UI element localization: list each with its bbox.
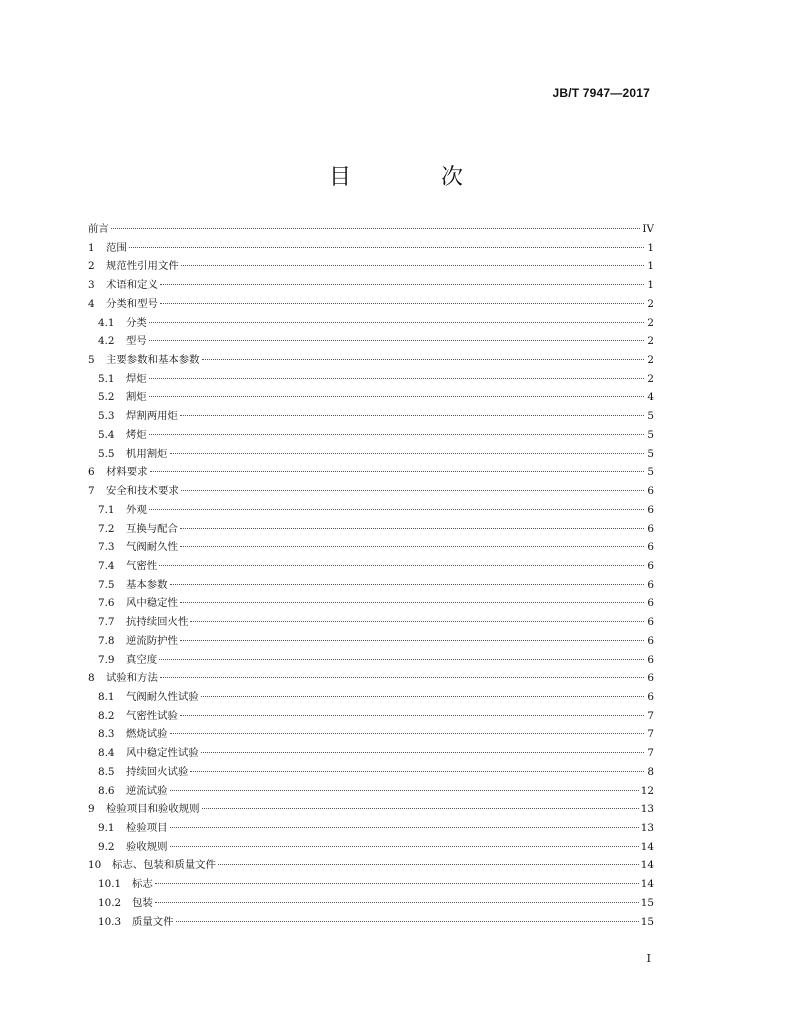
dot-leader <box>181 490 644 491</box>
toc-entry-label: 气阀耐久性试验 <box>126 690 199 703</box>
toc-entry-label: 抗持续回火性 <box>126 616 189 629</box>
toc-entry[interactable] <box>88 482 654 501</box>
toc-entry-page: 7 <box>647 709 654 722</box>
toc-entry-number: 7.2 <box>98 522 115 535</box>
page-number: I <box>646 952 651 965</box>
toc-entry[interactable] <box>88 782 654 801</box>
toc-entry-label: 规范性引用文件 <box>106 260 179 273</box>
dot-leader <box>160 677 644 678</box>
toc-entry[interactable] <box>88 651 654 670</box>
toc-entry-number: 5.4 <box>98 428 115 441</box>
toc-entry[interactable] <box>88 426 654 445</box>
dot-leader <box>159 659 644 660</box>
toc-entry[interactable] <box>88 445 654 464</box>
toc-entry[interactable] <box>88 220 654 239</box>
dot-leader <box>170 846 639 847</box>
toc-entry-label: 材料要求 <box>106 466 148 479</box>
toc-entry-page: 2 <box>647 372 654 385</box>
dot-leader <box>155 883 639 884</box>
dot-leader <box>159 565 644 566</box>
toc-entry[interactable] <box>88 875 654 894</box>
toc-entry[interactable] <box>88 819 654 838</box>
toc-entry[interactable] <box>88 538 654 557</box>
toc-entry[interactable] <box>88 351 654 370</box>
toc-entry[interactable] <box>88 669 654 688</box>
toc-entry[interactable] <box>88 257 654 276</box>
toc-entry-label: 安全和技术要求 <box>106 485 179 498</box>
toc-entry[interactable] <box>88 632 654 651</box>
toc-entry-number: 5.2 <box>98 391 115 404</box>
table-of-contents <box>88 220 654 931</box>
toc-entry[interactable] <box>88 763 654 782</box>
toc-entry-page: 6 <box>647 503 654 516</box>
toc-entry[interactable] <box>88 407 654 426</box>
toc-entry-number: 8.4 <box>98 747 115 760</box>
dot-leader <box>149 396 644 397</box>
toc-entry-label: 分类 <box>126 316 147 329</box>
toc-entry-page: 5 <box>647 428 654 441</box>
dot-leader <box>149 322 644 323</box>
dot-leader <box>218 864 639 865</box>
toc-entry-page: 2 <box>647 335 654 348</box>
toc-entry-page: 6 <box>647 690 654 703</box>
toc-entry-number: 8.2 <box>98 709 115 722</box>
toc-entry-page: 7 <box>647 728 654 741</box>
toc-entry[interactable] <box>88 332 654 351</box>
toc-entry-page: 13 <box>640 803 654 816</box>
toc-entry-number: 9.1 <box>98 822 115 834</box>
dot-leader <box>202 359 644 360</box>
dot-leader <box>170 453 644 454</box>
toc-entry-label: 逆流防护性 <box>126 634 178 647</box>
toc-entry-number: 5.1 <box>98 372 115 385</box>
toc-entry-label: 检验项目 <box>126 822 168 834</box>
toc-entry-label: 逆流试验 <box>126 784 168 797</box>
toc-entry-page: 6 <box>647 597 654 610</box>
toc-entry-label: 主要参数和基本参数 <box>106 354 200 367</box>
toc-entry[interactable] <box>88 557 654 576</box>
dot-leader <box>155 902 639 903</box>
toc-entry-label: 烤炬 <box>126 428 147 441</box>
standard-code: JB/T 7947—2017 <box>552 86 650 100</box>
toc-entry-label: 焊割两用炬 <box>126 410 178 423</box>
toc-entry-page: 1 <box>647 241 654 254</box>
toc-entry-number: 5.3 <box>98 410 115 423</box>
toc-entry-number: 7.5 <box>98 578 115 591</box>
toc-entry-label: 型号 <box>126 335 147 348</box>
toc-entry-page: 6 <box>647 485 654 498</box>
toc-entry[interactable] <box>88 276 654 295</box>
dot-leader <box>149 340 644 341</box>
dot-leader <box>180 602 644 603</box>
toc-entry-number: 10 <box>88 859 102 872</box>
toc-entry[interactable] <box>88 576 654 595</box>
toc-entry-label: 风中稳定性 <box>126 597 178 610</box>
dot-leader <box>160 284 644 285</box>
toc-entry-label: 包装 <box>132 896 153 909</box>
toc-entry-number: 10.1 <box>98 878 122 891</box>
toc-entry-page: 5 <box>647 466 654 479</box>
toc-entry-label: 互换与配合 <box>126 522 178 535</box>
toc-entry-page: 4 <box>647 391 654 404</box>
toc-entry-label: 持续回火试验 <box>126 765 189 778</box>
dot-leader <box>176 921 639 922</box>
toc-entry-number: 8.1 <box>98 690 115 703</box>
dot-leader <box>111 228 641 229</box>
dot-leader <box>150 471 644 472</box>
toc-entry[interactable] <box>88 239 654 258</box>
toc-entry-page: 14 <box>640 859 654 872</box>
toc-entry-number: 10.2 <box>98 896 122 909</box>
toc-entry-number: 9 <box>88 803 95 816</box>
toc-entry-number: 8.6 <box>98 784 115 797</box>
dot-leader <box>149 378 644 379</box>
toc-entry-page: 1 <box>647 279 654 292</box>
toc-entry-label: 验收规则 <box>126 840 168 853</box>
toc-entry-page: 5 <box>647 447 654 460</box>
dot-leader <box>170 733 644 734</box>
dot-leader <box>149 509 644 510</box>
dot-leader <box>180 415 644 416</box>
dot-leader <box>129 247 644 248</box>
toc-entry-number: 1 <box>88 241 95 254</box>
page-title: 目 次 <box>328 165 497 190</box>
toc-entry-page: 6 <box>647 522 654 535</box>
toc-entry-label: 气阀耐久性 <box>126 541 178 554</box>
toc-entry-label: 质量文件 <box>132 915 174 928</box>
toc-entry[interactable] <box>88 838 654 857</box>
toc-entry-page: 6 <box>647 653 654 666</box>
toc-entry-number: 3 <box>88 279 95 292</box>
dot-leader <box>180 640 644 641</box>
toc-entry[interactable] <box>88 388 654 407</box>
toc-entry-number: 7.3 <box>98 541 115 554</box>
toc-entry-number: 5 <box>88 354 95 367</box>
toc-entry-label: 焊炬 <box>126 372 147 385</box>
toc-entry-number: 7 <box>88 485 95 498</box>
toc-entry[interactable] <box>88 594 654 613</box>
toc-entry-page: 6 <box>647 672 654 685</box>
toc-entry[interactable] <box>88 463 654 482</box>
toc-entry[interactable] <box>88 295 654 314</box>
toc-entry-number: 8 <box>88 672 95 685</box>
toc-entry-page: 8 <box>647 765 654 778</box>
toc-entry-number: 7.4 <box>98 559 115 572</box>
toc-entry-page: 13 <box>640 822 654 834</box>
toc-entry[interactable] <box>88 707 654 726</box>
toc-entry-page: 12 <box>640 784 654 797</box>
dot-leader <box>170 827 639 828</box>
toc-entry[interactable] <box>88 725 654 744</box>
toc-entry-page: 6 <box>647 559 654 572</box>
dot-leader <box>201 752 644 753</box>
toc-entry-number: 6 <box>88 466 95 479</box>
toc-entry-label: 试验和方法 <box>106 672 158 685</box>
toc-entry-label: 机用割炬 <box>126 447 168 460</box>
toc-entry-number: 5.5 <box>98 447 115 460</box>
toc-entry-label: 真空度 <box>126 653 158 666</box>
toc-entry-page: 6 <box>647 616 654 629</box>
toc-entry-page: 2 <box>647 316 654 329</box>
toc-entry-number: 4 <box>88 297 95 310</box>
toc-entry-page: 2 <box>647 297 654 310</box>
dot-leader <box>190 771 644 772</box>
toc-entry-label: 分类和型号 <box>106 297 158 310</box>
toc-entry-label: 标志 <box>132 878 153 891</box>
toc-entry[interactable] <box>88 744 654 763</box>
dot-leader <box>180 528 644 529</box>
toc-entry[interactable] <box>88 894 654 913</box>
toc-entry[interactable] <box>88 613 654 632</box>
dot-leader <box>190 621 644 622</box>
toc-entry-number: 4.1 <box>98 316 115 329</box>
toc-entry-label: 范围 <box>106 241 127 254</box>
toc-entry-number: 4.2 <box>98 335 115 348</box>
toc-entry-label: 风中稳定性试验 <box>126 747 199 760</box>
toc-entry-label: 标志、包装和质量文件 <box>112 859 216 872</box>
toc-entry-label: 前言 <box>88 223 109 235</box>
toc-entry-label: 外观 <box>126 503 147 516</box>
dot-leader <box>170 584 644 585</box>
toc-entry-number: 9.2 <box>98 840 115 853</box>
dot-leader <box>180 546 644 547</box>
toc-entry-number: 7.7 <box>98 616 115 629</box>
toc-entry-label: 术语和定义 <box>106 279 158 292</box>
toc-entry-page: 6 <box>647 634 654 647</box>
toc-entry[interactable] <box>88 800 654 819</box>
toc-entry-number: 8.5 <box>98 765 115 778</box>
dot-leader <box>149 434 644 435</box>
toc-entry-page: 1 <box>647 260 654 273</box>
dot-leader <box>170 790 639 791</box>
toc-entry[interactable] <box>88 370 654 389</box>
toc-entry[interactable] <box>88 520 654 539</box>
toc-entry-page: 6 <box>647 578 654 591</box>
toc-entry-number: 7.8 <box>98 634 115 647</box>
toc-entry-label: 气密性 <box>126 559 158 572</box>
toc-entry-number: 2 <box>88 260 95 273</box>
toc-entry[interactable] <box>88 856 654 875</box>
toc-entry[interactable] <box>88 688 654 707</box>
dot-leader <box>202 808 639 809</box>
toc-entry-page: 2 <box>647 354 654 367</box>
toc-entry-page: 7 <box>647 747 654 760</box>
toc-entry-label: 气密性试验 <box>126 709 178 722</box>
toc-entry-page: 15 <box>640 915 654 928</box>
toc-entry[interactable] <box>88 913 654 932</box>
dot-leader <box>201 696 644 697</box>
toc-entry-label: 燃烧试验 <box>126 728 168 741</box>
toc-entry-page: 5 <box>647 410 654 423</box>
toc-entry[interactable] <box>88 501 654 520</box>
toc-entry-number: 7.6 <box>98 597 115 610</box>
dot-leader <box>160 303 644 304</box>
toc-entry-page: 6 <box>647 541 654 554</box>
toc-entry-label: 基本参数 <box>126 578 168 591</box>
toc-entry-page: IV <box>642 223 654 235</box>
toc-entry-label: 割炬 <box>126 391 147 404</box>
toc-entry-number: 10.3 <box>98 915 122 928</box>
toc-entry-page: 15 <box>640 896 654 909</box>
toc-entry-page: 14 <box>640 840 654 853</box>
dot-leader <box>180 715 644 716</box>
toc-entry-label: 检验项目和验收规则 <box>106 803 200 816</box>
toc-entry[interactable] <box>88 314 654 333</box>
toc-entry-page: 14 <box>640 878 654 891</box>
toc-entry-number: 7.1 <box>98 503 115 516</box>
toc-entry-number: 8.3 <box>98 728 115 741</box>
dot-leader <box>181 265 644 266</box>
toc-entry-number: 7.9 <box>98 653 115 666</box>
